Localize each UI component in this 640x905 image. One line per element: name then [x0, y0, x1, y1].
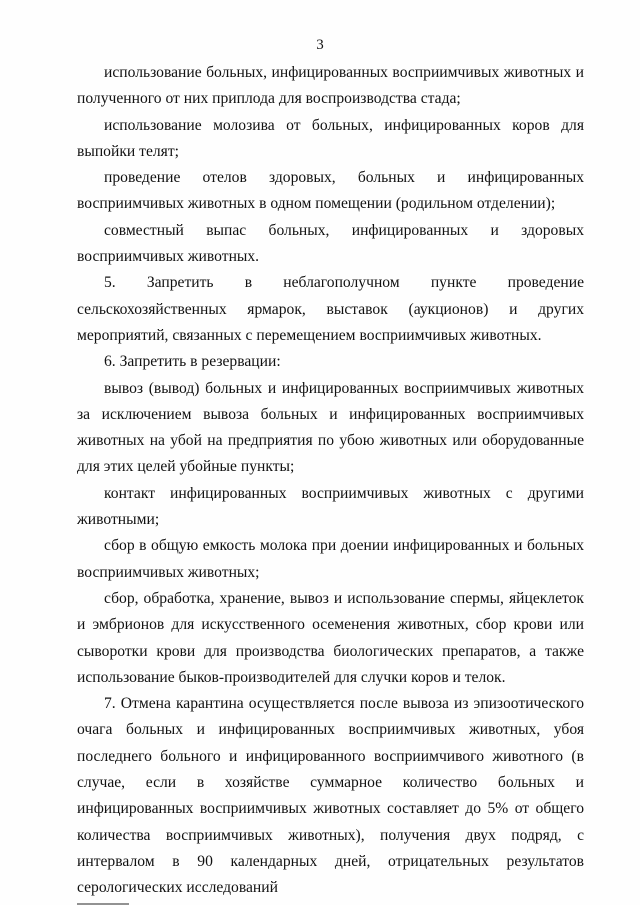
- paragraph: проведение отелов здоровых, больных и инфицированных восприимчивых животных в одном помещении (родильном отделении);: [77, 169, 584, 213]
- document-body: [77, 60, 584, 902]
- paragraph: совместный выпас больных, инфицированных и здоровых восприимчивых животных.: [77, 221, 584, 266]
- paragraph: контакт инфицированных восприимчивых животных с другими животными;: [77, 484, 584, 529]
- paragraph: сбор в общую емкость молока при доении инфицированных и больных восприимчивых животных;: [77, 537, 584, 581]
- paragraph: вывоз (вывод) больных и инфицированных восприимчивых животных за исключением вывоза больных и инфицированных восприимчивых животных на убой на предприятия по убою животных или оборудованные для этих целей убойные пункты;: [77, 379, 584, 476]
- paragraph: использование больных, инфицированных восприимчивых животных и полученного от них приплода для воспроизводства стада;: [77, 64, 584, 108]
- page-number: 3: [316, 37, 324, 53]
- paragraph: 6. Запретить в резервации:: [104, 353, 281, 371]
- paragraph: 5. Запретить в неблагополучном пункте проведение сельскохозяйственных ярмарок, выставок (аукционов) и других мероприятий, связанных с перемещением восприимчивых животных.: [77, 274, 584, 344]
- paragraph: использование молозива от больных, инфицированных коров для выпойки телят;: [77, 116, 584, 160]
- paragraph: сбор, обработка, хранение, вывоз и использование спермы, яйцеклеток и эмбрионов для искусственного осеменения животных, сбор крови или сыворотки крови для производства биологических препаратов, а также использование быков-производителей для случки коров и телок.: [77, 589, 584, 686]
- paragraph: 7. Отмена карантина осуществляется после вывоза из эпизоотического очага больных и инфицированных восприимчивых животных, убоя последнего больного и инфицированного восприимчивого животного (в случае, если в хозяйстве суммарное количество больных и инфицированных восприимчивых животных составляет до 5% от общего количества восприимчивых животных), получения двух подряд, с интервалом в 90 календарных дней, отрицательных результатов серологических исследований: [77, 695, 584, 897]
